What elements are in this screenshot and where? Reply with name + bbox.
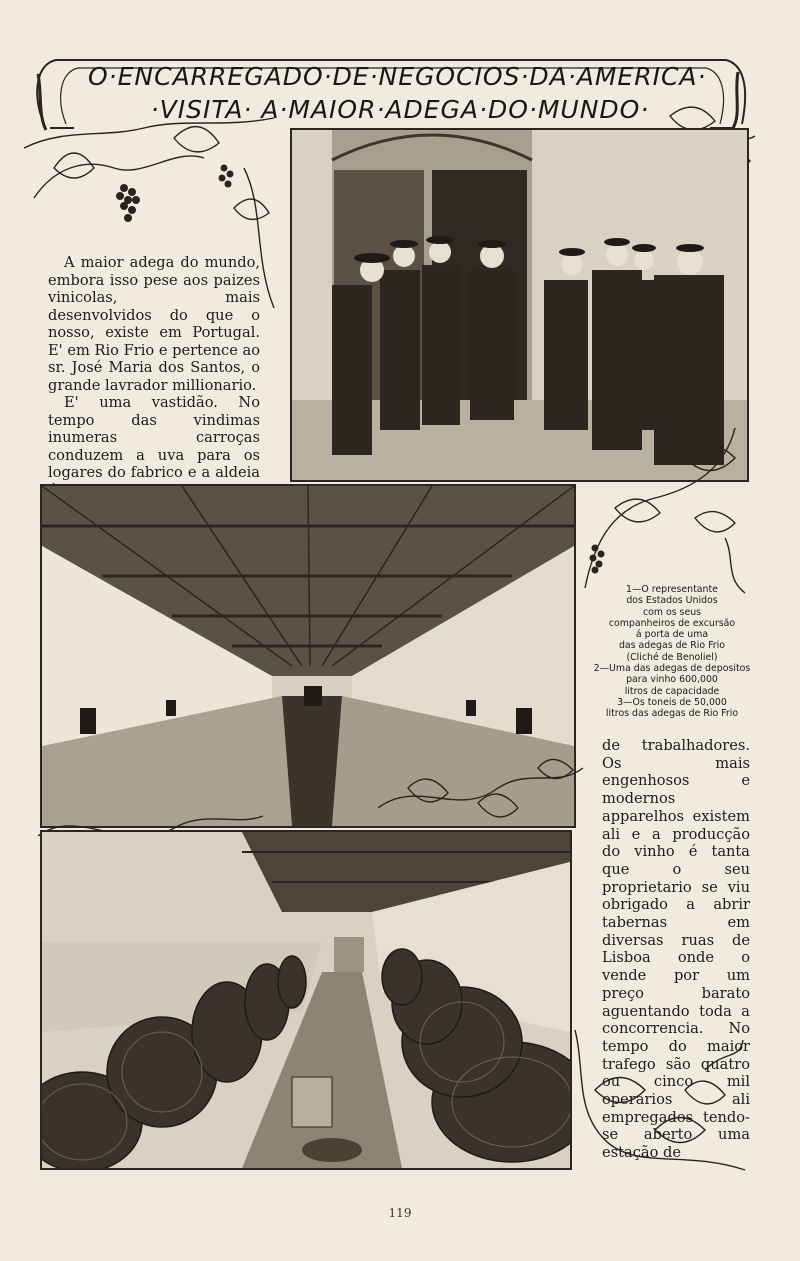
vine-ornament-bottom-right xyxy=(565,1030,750,1180)
caption-line: litros das adegas de Rio Frio xyxy=(605,708,739,720)
caption-line: 1—O representante xyxy=(626,584,718,595)
photo-captions xyxy=(588,584,756,720)
intro-paragraph-2: E' uma vastidão. No tempo das vindimas inumeras carroças conduzem a uva para os logares do fabrico e a aldeia xyxy=(48,394,260,481)
intro-paragraph-1: A maior adega do mundo, embora isso pese aos paizes vinicolas, mais desenvolvidos do que o nosso, existe em Portugal. E' em Rio Frio e pertence ao sr. José Maria dos Santos, o grande lavrador millionario. xyxy=(48,254,260,394)
continuation-paragraph: de trabalhadores. Os mais engenhosos e modernos apparelhos existem ali e a producção do vinho é tanta que o seu proprietario se viu obrigado a abrir tabernas em diversas ruas de Lisboa onde o vende por um preço barato aguentando toda a concorrencia. No tempo do maior trafego são quatro ou cinco mil operarios ali empregados tendo-se aberto uma estação de xyxy=(602,737,750,1162)
article-intro-text xyxy=(48,254,260,517)
caption-line: companheiros de excursão xyxy=(608,617,736,629)
caption-line: litros de capacidade xyxy=(624,685,720,697)
caption-line: 2—Uma das adegas de depositos para vinho 600,000 xyxy=(593,663,751,686)
caption-line: (Cliché de Benoliel) xyxy=(626,651,718,663)
caption-line: á porta de uma xyxy=(635,629,709,641)
photo-wine-barrels xyxy=(40,830,572,1170)
article-title-line-1: O·ENCARREGADO·DE·NEGOCIOS·DA·AMERICA· xyxy=(88,62,707,91)
vine-ornament-center-right xyxy=(378,748,588,828)
caption-line: dos Estados Unidos xyxy=(626,595,718,607)
caption-line: 3—Os toneis de 50,000 xyxy=(617,696,727,708)
caption-line: com os seus xyxy=(642,606,702,618)
caption-line: das adegas de Rio Frio xyxy=(618,640,726,652)
article-title-line-2: ·VISITA· A·MAIOR·ADEGA·DO·MUNDO· xyxy=(150,95,650,124)
vine-ornament-middle-right xyxy=(575,428,750,598)
page-number: 119 xyxy=(388,1206,412,1220)
